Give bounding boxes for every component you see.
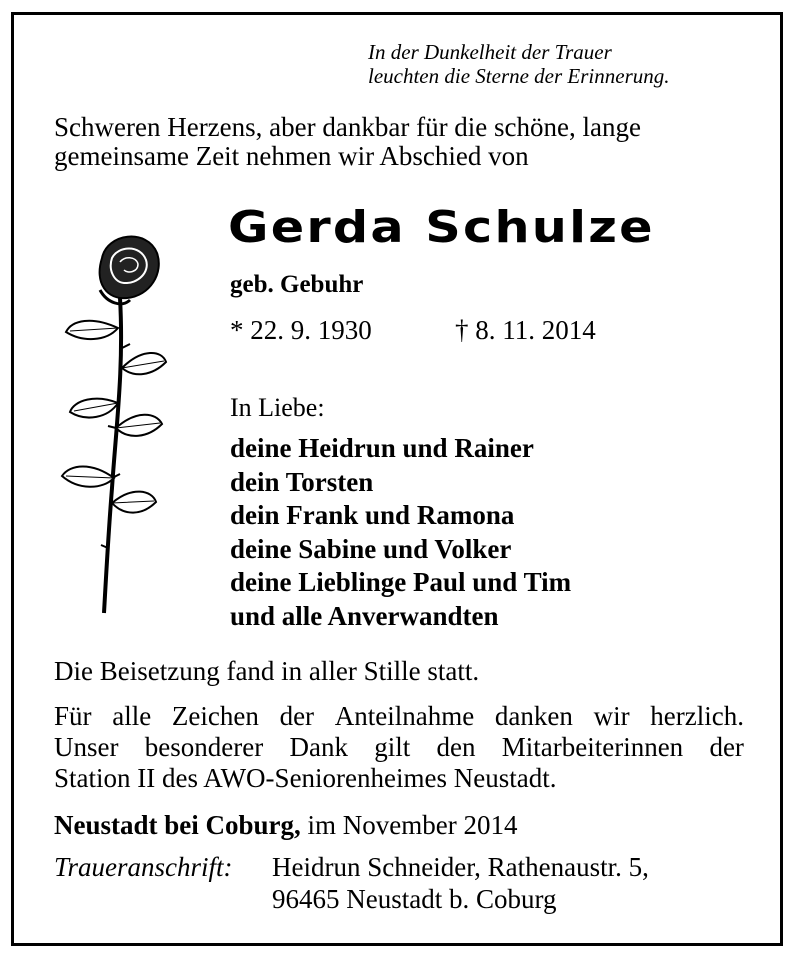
address-line-1: Heidrun Schneider, Rathenaustr. 5, — [272, 852, 649, 882]
place-date — [54, 810, 518, 841]
place: Neustadt bei Coburg, — [54, 810, 301, 840]
intro-line-2: gemeinsame Zeit nehmen wir Abschied von — [54, 141, 529, 171]
word: Mitarbeiterinnen — [501, 732, 684, 762]
word: danken — [494, 701, 573, 731]
motto-line-1: In der Dunkelheit der Trauer — [368, 40, 612, 64]
word: Unser — [54, 732, 119, 762]
deceased-name: Gerda Schulze — [228, 202, 655, 253]
word: der — [709, 732, 744, 762]
word: herzlich. — [650, 701, 744, 731]
word: besonderer — [144, 732, 264, 762]
date: im November 2014 — [307, 810, 518, 840]
word: gilt — [374, 732, 411, 762]
motto-line-2: leuchten die Sterne der Erinnerung. — [368, 64, 670, 88]
life-dates — [230, 315, 596, 346]
word: wir — [593, 701, 630, 731]
mourners-heading: In Liebe: — [230, 393, 325, 422]
thanks-line-1 — [54, 701, 744, 732]
mourners-list — [230, 432, 571, 633]
mourner-item: deine Lieblinge Paul und Tim — [230, 567, 572, 597]
word: den — [436, 732, 476, 762]
mourner-item: deine Heidrun und Rainer — [230, 433, 534, 463]
word: Dank — [289, 732, 348, 762]
death-date: † 8. 11. 2014 — [455, 315, 596, 345]
mourner-item: und alle Anverwandten — [230, 600, 499, 631]
intro-text — [54, 113, 744, 171]
rose-icon — [52, 228, 172, 618]
address-label: Traueranschrift: — [54, 852, 233, 882]
birth-date: * 22. 9. 1930 — [230, 315, 372, 345]
word: Anteilnahme — [334, 701, 475, 731]
intro-line-1: Schweren Herzens, aber dankbar für die schöne, lange — [54, 112, 641, 142]
word: Zeichen — [171, 701, 259, 731]
thanks-line-3: Station II des AWO-Seniorenheimes Neustadt. — [54, 763, 557, 793]
burial-note: Die Beisetzung fand in aller Stille statt. — [54, 656, 480, 686]
word: der — [279, 701, 315, 731]
word: Für — [54, 701, 92, 731]
address-line-2: 96465 Neustadt b. Coburg — [272, 884, 557, 914]
mourner-item: dein Frank und Ramona — [230, 500, 515, 530]
mourner-item: dein Torsten — [230, 466, 374, 497]
mourner-item: deine Sabine und Volker — [230, 533, 512, 564]
birth-name: geb. Gebuhr — [230, 271, 364, 298]
thanks-paragraph — [54, 701, 744, 794]
word: alle — [112, 701, 152, 731]
thanks-line-2 — [54, 732, 744, 763]
motto — [368, 40, 670, 88]
